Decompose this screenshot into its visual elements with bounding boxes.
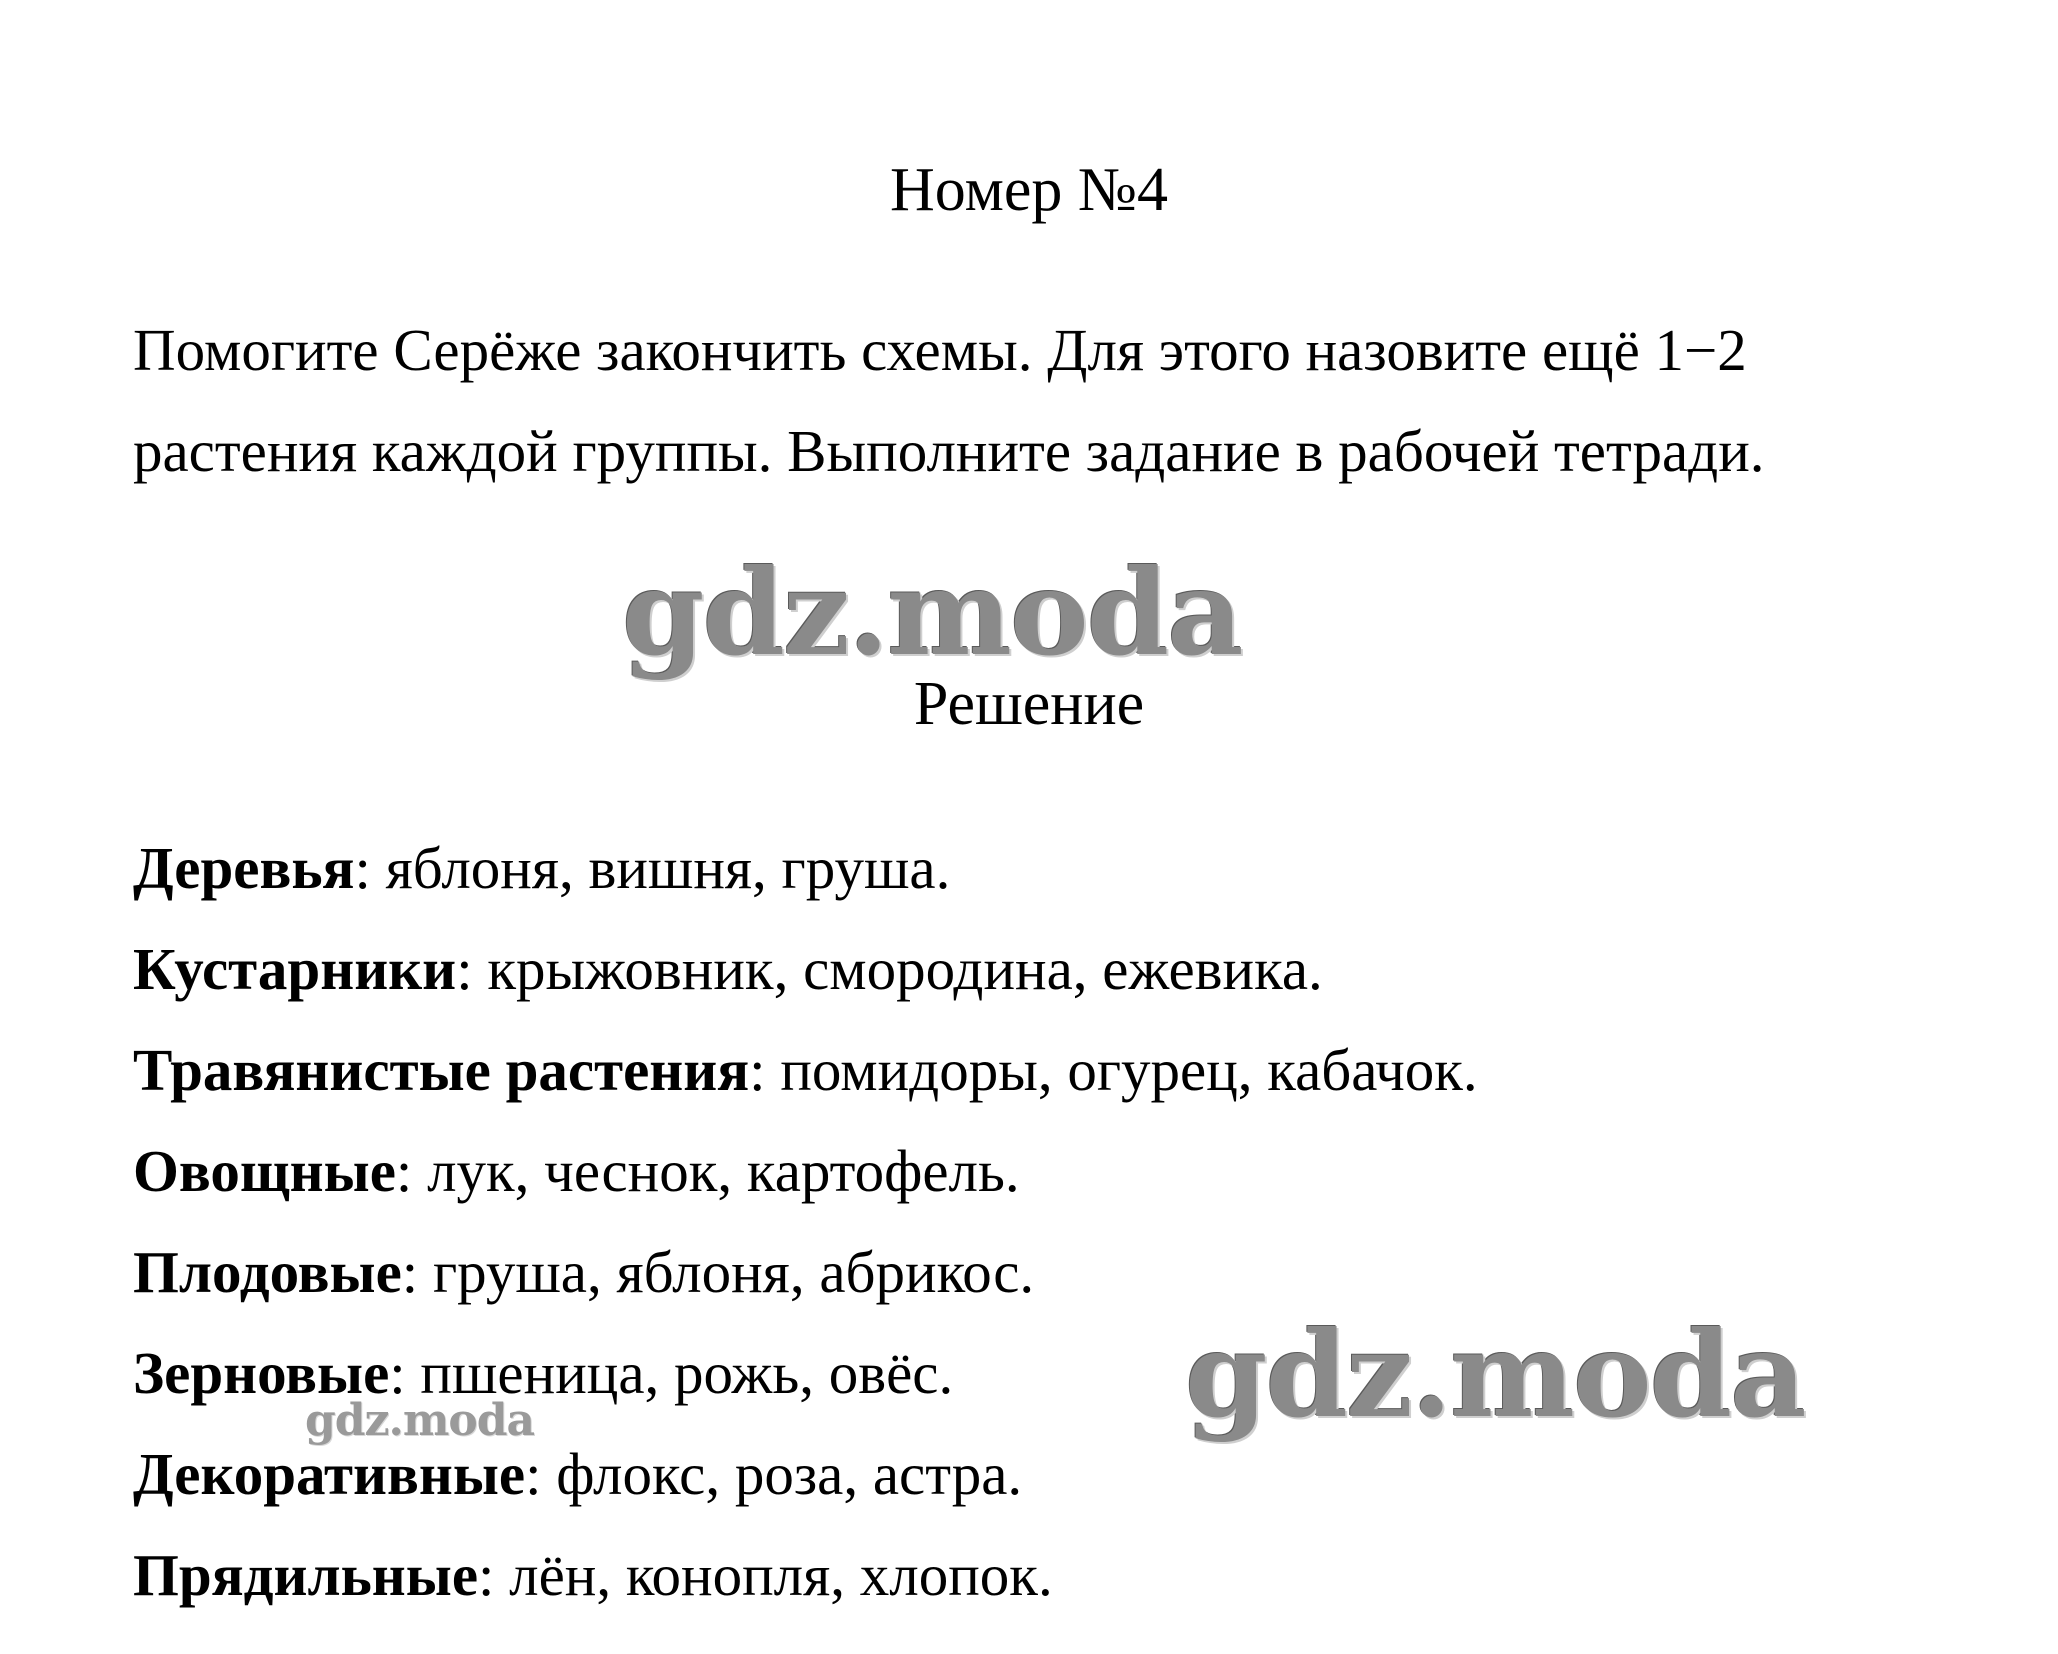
answer-item <box>133 1222 1933 1323</box>
answer-term: Деревья <box>133 835 355 901</box>
answer-text: : груша, яблоня, абрикос. <box>401 1239 1035 1305</box>
answer-term: Декоративные <box>133 1441 526 1507</box>
answer-item <box>133 1424 1933 1525</box>
answer-item <box>133 1020 1933 1121</box>
task-text: Помогите Серёже закончить схемы. Для этого назовите ещё 1−2 растения каждой группы. Выполните задание в рабочей тетради. <box>133 317 1765 484</box>
answer-term: Овощные <box>133 1138 396 1204</box>
answer-item <box>133 1525 1933 1626</box>
watermark-logo: gdz.moda <box>622 543 1242 682</box>
answer-term: Зерновые <box>133 1340 390 1406</box>
answer-item <box>133 818 1933 919</box>
answer-text: : пшеница, рожь, овёс. <box>389 1340 954 1406</box>
answer-item <box>133 1323 1933 1424</box>
answer-term: Плодовые <box>133 1239 402 1305</box>
answer-text: : лён, конопля, хлопок. <box>478 1542 1053 1608</box>
answer-term: Кустарники <box>133 936 457 1002</box>
answer-text: : яблоня, вишня, груша. <box>354 835 951 901</box>
answer-text: : помидоры, огурец, кабачок. <box>749 1037 1478 1103</box>
answer-term: Травянистые растения <box>133 1037 750 1103</box>
watermark-logo-small: gdz.moda <box>305 1395 535 1446</box>
answer-text: : лук, чеснок, картофель. <box>395 1138 1020 1204</box>
page-title: Номер №4 <box>889 156 1168 224</box>
answer-list <box>133 818 1933 1626</box>
answer-item <box>133 1121 1933 1222</box>
watermark-logo: gdz.moda <box>1185 1305 1805 1444</box>
solution-heading: Решение <box>913 670 1145 738</box>
answer-text: : крыжовник, смородина, ежевика. <box>456 936 1323 1002</box>
answer-term: Прядильные <box>133 1542 479 1608</box>
answer-text: : флокс, роза, астра. <box>525 1441 1023 1507</box>
answer-item <box>133 919 1933 1020</box>
